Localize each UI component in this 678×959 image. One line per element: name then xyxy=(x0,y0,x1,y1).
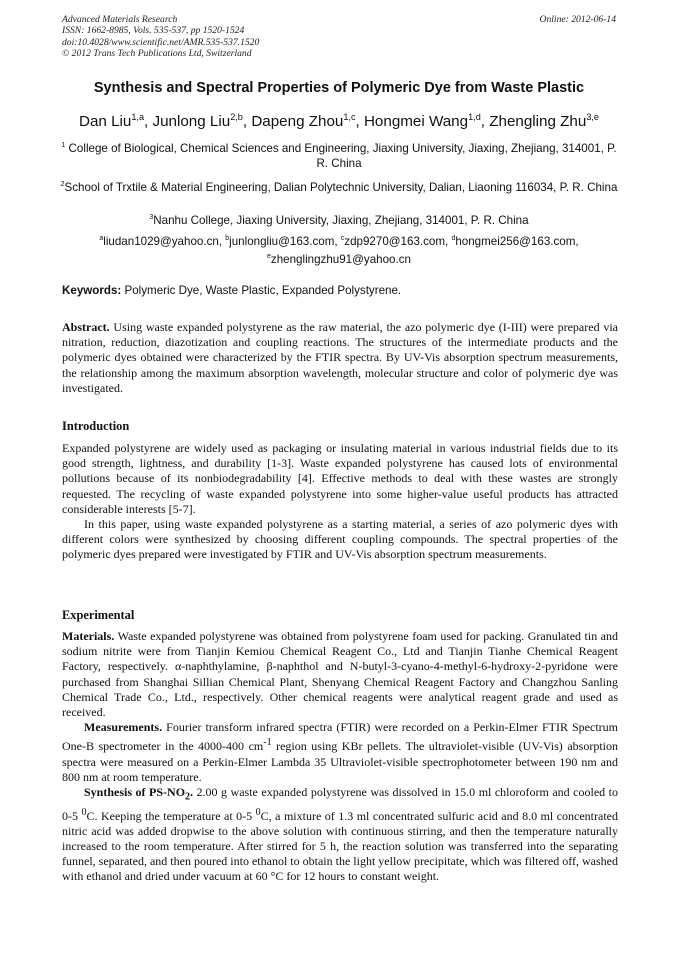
journal-name: Advanced Materials Research xyxy=(62,14,178,25)
author-sup: 1,d xyxy=(468,112,481,122)
paragraph: In this paper, using waste expanded polystyrene as a starting material, a series of azo polymeric dyes with different colors were synthesized by choosing different coupling compounds. The spectral properties of the polymeric dyes prepared were investigated by FTIR and UV-Vis absorption spectrum measurements. xyxy=(62,517,618,562)
email-link[interactable]: zdp9270@163.com, xyxy=(344,234,452,248)
online-date: Online: 2012-06-14 xyxy=(539,14,616,25)
email-link[interactable]: junlongliu@163.com, xyxy=(229,234,341,248)
abstract-text: Using waste expanded polystyrene as the raw material, the azo polymeric dye (I-III) were prepared via nitration, reduction, diazotization and coupling reactions. The structures of the intermediate products and the polymeric dyes obtained were characterized by the FTIR spectra. By UV-Vis absorption spectrum measurements, the relationship among the maximum absorption wavelength, molecular structure and color of polymeric dye was investigated. xyxy=(62,320,618,395)
email-link[interactable]: liudan1029@yahoo.cn, xyxy=(103,234,226,248)
author-name: Dapeng Zhou xyxy=(251,113,344,131)
keywords xyxy=(62,284,618,297)
keywords-label: Keywords: xyxy=(62,284,122,297)
introduction-body xyxy=(62,441,618,563)
section-heading-introduction: Introduction xyxy=(62,419,130,433)
affiliation-3: $^3$Nanhu College, Jiaxing University, Jiaxing, Zhejiang, 314001, P. R. China xyxy=(149,213,529,227)
email-link[interactable]: zhenglingzhu91@yahoo.cn xyxy=(270,253,411,267)
author-name: Junlong Liu xyxy=(152,113,231,131)
email-list: $^a$liudan1029@yahoo.cn, $^b$junlongliu@163.com, $^c$zdp9270@163.com, $^d$hongmei256@163.com, $^e$zhenglingzhu91@yahoo.cn xyxy=(99,234,579,267)
paragraph: Measurements. Fourier transform infrared spectra (FTIR) were recorded on a Perkin-Elmer FTIR Spectrum One-B spectrometer in the 4000-400 $cm^{-1}$ region using KBr pellets. The ultraviolet-visible (UV-Vis) absorption spectra were measured on a Perkin-Elmer Lambda 35 Ultraviolet-visible spectrophotometer between 190 nm and 800 nm at room temperature. xyxy=(62,720,618,784)
paragraph: Synthesis of $PS-NO_2$. 2.00 g waste expanded polystyrene was dissolved in 15.0 ml chloroform and cooled to 0-5 $^0$C. Keeping the temperature at 0-5 $^0$C, a mixture of 1.3 ml concentrated sulfuric acid and 8.0 ml concentrated nitric acid was added dropwise to the above solution with continuous stirring, and then the temperature naturally increased to the room temperature. After stirred for 5 h, the reaction solution was transferred into the separating funnel, separated, and then poured into ethanol to obtain the light yellow precipitate, which was filtered off, washed with ethanol and dried under vacuum at 60 °C for 12 hours to constant weight. xyxy=(62,785,618,884)
doi-line: doi:10.4028/www.scientific.net/AMR.535-537.1520 xyxy=(62,36,260,48)
email-link[interactable]: hongmei256@163.com, xyxy=(455,234,579,248)
copyright-line: © 2012 Trans Tech Publications Ltd, Switzerland xyxy=(62,48,252,60)
author-sup: 1,c xyxy=(343,112,356,122)
paper-title: Synthesis and Spectral Properties of Polymeric Dye from Waste Plastic xyxy=(93,80,585,96)
subsection-label: Synthesis of $PS-NO_2$. xyxy=(84,785,194,803)
author-name: Zhengling Zhu xyxy=(489,113,587,131)
affiliation-2: $^2$School of Trxtile & Material Engineering, Dalian Polytechnic University, Dalian, Liaoning 116034, P. R. China xyxy=(60,180,618,194)
journal-header xyxy=(62,14,616,60)
subsection-label: Measurements. xyxy=(84,720,163,735)
section-heading-experimental: Experimental xyxy=(62,608,135,622)
author-sup: 1,a xyxy=(131,112,145,122)
paragraph: Expanded polystyrene are widely used as packaging or insulating material in various industrial fields due to its good strength, lightness, and durability [1-3]. Waste expanded polystyrene has caused lots of environmental pollutions because of its nonbiodegradability [4]. Effective methods to deal with these wastes are strongly requested. The recycling of waste expanded polystyrene into some higher-value useful products has attracted considerable interests [5-7]. xyxy=(62,441,618,516)
author-list: Dan Liu$^{1,a}$, Junlong Liu$^{2,b}$, Dapeng Zhou$^{1,c}$, Hongmei Wang$^{1,d}$, Zhengling Zhu$^{3,e}$ xyxy=(79,112,599,131)
experimental-body xyxy=(62,629,618,885)
abstract xyxy=(62,320,618,396)
paragraph: Materials. Waste expanded polystyrene was obtained from polystyrene foam used for packing. Granulated tin and sodium nitrite were from Tianjin Kemiou Chemical Reagent Co., Ltd and Tianjin Tianhe Chemical Reagent Factory, respectively. α-naphthylamine, β-naphthol and N-butyl-3-cyano-4-methyl-6-hydroxy-2-pyridone were purchased from Shanghai Sillian Chemical Plant, Shenyang Chemical Reagent Factory and Changzhou Sanling Chemical Trade Co., Ltd., respectively. Other chemical reagents were analytical reagent grade and used as received. xyxy=(62,629,618,720)
issn-line: ISSN: 1662-8985, Vols. 535-537, pp 1520-1524 xyxy=(62,25,245,37)
author-sup: 3,e xyxy=(586,112,599,122)
keywords-text: Polymeric Dye, Waste Plastic, Expanded Polystyrene. xyxy=(121,284,402,297)
author-name: Dan Liu xyxy=(79,113,132,131)
affiliation-1: $^1$ College of Biological, Chemical Sciences and Engineering, Jiaxing University, Jiaxing, Zhejiang, 314001, P. R. China xyxy=(61,141,617,171)
author-sup: 2,b xyxy=(230,112,243,122)
abstract-label: Abstract. xyxy=(62,320,110,334)
subsection-label: Materials. xyxy=(62,629,115,643)
author-name: Hongmei Wang xyxy=(363,113,469,131)
